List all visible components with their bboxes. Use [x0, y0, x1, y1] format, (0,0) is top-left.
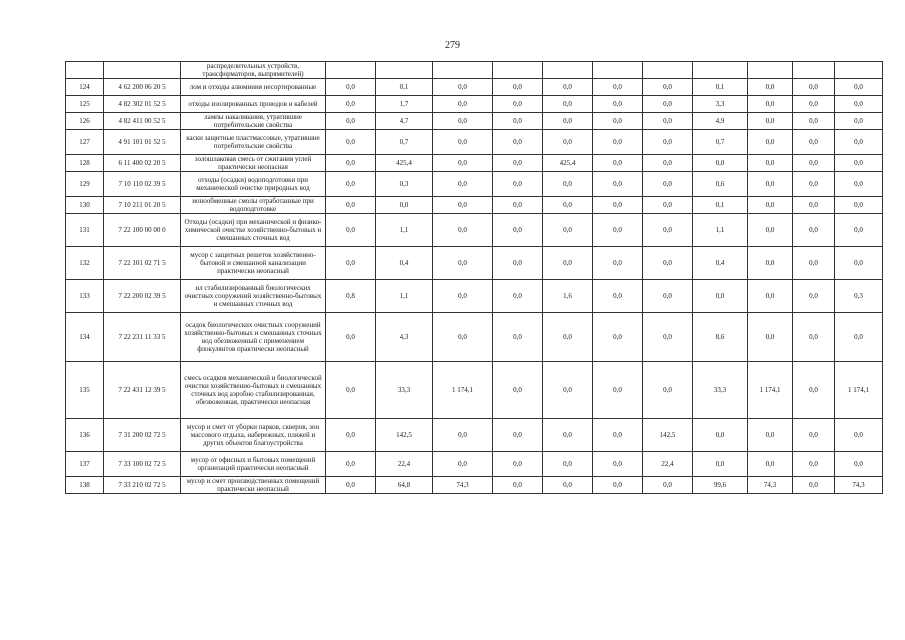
value-cell: 0,0	[433, 247, 493, 280]
value-cell: 0,0	[593, 130, 643, 155]
value-cell: 0,0	[748, 96, 793, 113]
value-cell: 0,3	[835, 280, 883, 313]
value-cell: 0,0	[835, 214, 883, 247]
cell-empty	[433, 62, 493, 79]
value-cell: 74,3	[433, 477, 493, 494]
waste-name: мусор с защитных решеток хозяйственно-бытовой и смешанной канализации практически неопасный	[181, 247, 326, 280]
value-cell: 99,6	[693, 477, 748, 494]
waste-name: каски защитные пластмассовые, утратившие потребительские свойства	[181, 130, 326, 155]
value-cell: 0,0	[693, 280, 748, 313]
value-cell: 0,0	[433, 419, 493, 452]
value-cell: 0,0	[748, 113, 793, 130]
row-number: 131	[66, 214, 104, 247]
value-cell: 0,0	[793, 247, 835, 280]
waste-name: ил стабилизированный биологических очистных сооружений хозяйственно-бытовых и смешанных сточных вод	[181, 280, 326, 313]
value-cell: 0,0	[326, 477, 376, 494]
value-cell: 0,0	[543, 113, 593, 130]
value-cell: 0,0	[793, 280, 835, 313]
value-cell: 0,0	[793, 79, 835, 96]
value-cell: 0,0	[433, 197, 493, 214]
value-cell: 0,0	[793, 155, 835, 172]
waste-code: 7 10 110 02 39 5	[104, 172, 181, 197]
table-row	[66, 96, 883, 113]
value-cell: 0,3	[376, 172, 433, 197]
value-cell: 0,7	[693, 130, 748, 155]
value-cell: 0,0	[793, 477, 835, 494]
value-cell: 0,0	[326, 214, 376, 247]
waste-code: 7 31 200 02 72 5	[104, 419, 181, 452]
value-cell: 0,0	[493, 452, 543, 477]
row-number: 134	[66, 313, 104, 362]
value-cell: 33,3	[376, 362, 433, 419]
value-cell: 4,9	[693, 113, 748, 130]
row-number: 137	[66, 452, 104, 477]
value-cell: 0,0	[793, 197, 835, 214]
cell-empty	[593, 62, 643, 79]
value-cell: 0,0	[493, 96, 543, 113]
value-cell: 0,0	[493, 113, 543, 130]
waste-code: 7 22 431 12 39 5	[104, 362, 181, 419]
value-cell: 0,0	[593, 247, 643, 280]
value-cell: 0,0	[326, 130, 376, 155]
waste-register-table	[65, 61, 883, 494]
table-row	[66, 419, 883, 452]
value-cell: 0,0	[693, 155, 748, 172]
value-cell: 0,0	[543, 96, 593, 113]
row-number: 136	[66, 419, 104, 452]
value-cell: 0,4	[376, 247, 433, 280]
value-cell: 0,0	[326, 362, 376, 419]
row-number: 124	[66, 79, 104, 96]
table-row	[66, 247, 883, 280]
table-row	[66, 214, 883, 247]
cell-empty	[543, 62, 593, 79]
value-cell: 0,0	[593, 96, 643, 113]
row-number: 132	[66, 247, 104, 280]
value-cell: 0,0	[593, 197, 643, 214]
table-row	[66, 280, 883, 313]
value-cell: 0,0	[326, 247, 376, 280]
value-cell: 0,0	[543, 79, 593, 96]
value-cell: 0,0	[643, 214, 693, 247]
waste-name: осадок биологических очистных сооружений хозяйственно-бытовых и смешанных сточных вод обезвоженный с применением флокулянтов практически неопасный	[181, 313, 326, 362]
waste-name: мусор от офисных и бытовых помещений организаций практически неопасный	[181, 452, 326, 477]
value-cell: 0,0	[643, 113, 693, 130]
value-cell: 0,0	[793, 130, 835, 155]
value-cell: 0,0	[326, 155, 376, 172]
value-cell: 0,0	[326, 313, 376, 362]
value-cell: 0,0	[543, 362, 593, 419]
value-cell: 1,1	[376, 280, 433, 313]
value-cell: 0,0	[326, 172, 376, 197]
value-cell: 0,1	[376, 79, 433, 96]
waste-code: 7 22 231 11 33 5	[104, 313, 181, 362]
value-cell: 0,0	[493, 477, 543, 494]
value-cell: 4,7	[376, 113, 433, 130]
value-cell: 0,6	[693, 172, 748, 197]
value-cell: 0,0	[433, 79, 493, 96]
value-cell: 0,0	[326, 452, 376, 477]
value-cell: 8,6	[693, 313, 748, 362]
table-row	[66, 197, 883, 214]
table-row	[66, 155, 883, 172]
value-cell: 0,0	[493, 172, 543, 197]
value-cell: 0,0	[543, 214, 593, 247]
value-cell: 0,0	[543, 419, 593, 452]
value-cell: 0,0	[543, 130, 593, 155]
value-cell: 0,0	[593, 313, 643, 362]
cell-empty	[748, 62, 793, 79]
waste-name: отходы (осадки) водоподготовки при механической очистке природных вод	[181, 172, 326, 197]
page-number: 279	[445, 40, 460, 51]
value-cell: 1,1	[693, 214, 748, 247]
waste-code: 4 91 101 01 52 5	[104, 130, 181, 155]
value-cell: 0,0	[748, 130, 793, 155]
row-number: 135	[66, 362, 104, 419]
table-row	[66, 172, 883, 197]
value-cell: 0,0	[493, 155, 543, 172]
value-cell: 0,0	[543, 172, 593, 197]
value-cell: 0,0	[543, 477, 593, 494]
table-row	[66, 313, 883, 362]
value-cell: 0,0	[493, 362, 543, 419]
value-cell: 0,0	[326, 96, 376, 113]
table-row	[66, 452, 883, 477]
table-row	[66, 362, 883, 419]
waste-code: 6 11 400 02 20 5	[104, 155, 181, 172]
value-cell: 0,0	[326, 79, 376, 96]
value-cell: 0,0	[748, 79, 793, 96]
cell-empty	[376, 62, 433, 79]
value-cell: 0,0	[793, 419, 835, 452]
value-cell: 0,0	[643, 247, 693, 280]
value-cell: 0,0	[593, 79, 643, 96]
value-cell: 0,0	[593, 452, 643, 477]
value-cell: 0,0	[493, 419, 543, 452]
value-cell: 0,0	[643, 79, 693, 96]
value-cell: 0,0	[493, 280, 543, 313]
value-cell: 0,0	[835, 113, 883, 130]
value-cell: 0,0	[643, 172, 693, 197]
value-cell: 0,0	[493, 214, 543, 247]
cell-empty	[493, 62, 543, 79]
value-cell: 0,0	[493, 197, 543, 214]
value-cell: 0,4	[693, 247, 748, 280]
row-number: 133	[66, 280, 104, 313]
row-number: 125	[66, 96, 104, 113]
value-cell: 0,0	[433, 113, 493, 130]
value-cell: 0,0	[835, 172, 883, 197]
value-cell: 0,0	[793, 96, 835, 113]
value-cell: 0,0	[748, 452, 793, 477]
cell-empty	[835, 62, 883, 79]
cell-empty	[793, 62, 835, 79]
value-cell: 0,0	[433, 280, 493, 313]
value-cell: 0,0	[748, 214, 793, 247]
waste-code: 7 22 101 02 71 5	[104, 247, 181, 280]
value-cell: 0,1	[693, 79, 748, 96]
value-cell: 1,6	[543, 280, 593, 313]
value-cell: 0,0	[793, 113, 835, 130]
waste-code: 7 22 200 02 39 5	[104, 280, 181, 313]
value-cell: 0,0	[493, 79, 543, 96]
value-cell: 425,4	[376, 155, 433, 172]
value-cell: 0,0	[835, 130, 883, 155]
value-cell: 1 174,1	[748, 362, 793, 419]
value-cell: 0,0	[593, 214, 643, 247]
value-cell: 0,0	[643, 96, 693, 113]
table-row	[66, 477, 883, 494]
waste-name-fragment: распределительных устройств, трансформаторов, выпрямителей)	[181, 62, 326, 79]
waste-code: 4 62 200 06 20 5	[104, 79, 181, 96]
row-number: 138	[66, 477, 104, 494]
value-cell: 0,0	[643, 130, 693, 155]
value-cell: 1 174,1	[835, 362, 883, 419]
value-cell: 0,0	[835, 419, 883, 452]
value-cell: 142,5	[643, 419, 693, 452]
value-cell: 0,0	[433, 313, 493, 362]
value-cell: 0,0	[835, 452, 883, 477]
value-cell: 0,0	[543, 452, 593, 477]
value-cell: 0,0	[748, 197, 793, 214]
value-cell: 74,3	[835, 477, 883, 494]
table-row-fragment	[66, 62, 883, 79]
value-cell: 0,0	[793, 172, 835, 197]
value-cell: 0,0	[835, 96, 883, 113]
value-cell: 0,0	[793, 452, 835, 477]
row-number: 130	[66, 197, 104, 214]
row-number: 129	[66, 172, 104, 197]
waste-code: 7 22 100 00 00 0	[104, 214, 181, 247]
value-cell: 0,0	[748, 313, 793, 362]
value-cell: 0,0	[643, 280, 693, 313]
value-cell: 0,0	[643, 313, 693, 362]
value-cell: 74,3	[748, 477, 793, 494]
value-cell: 0,0	[748, 280, 793, 313]
waste-code: 7 10 211 01 20 5	[104, 197, 181, 214]
waste-name: смесь осадков механической и биологической очистки хозяйственно-бытовых и смешанных сточных вод аэробно стабилизированная, обезвоженная, практически неопасная	[181, 362, 326, 419]
value-cell: 142,5	[376, 419, 433, 452]
value-cell: 33,3	[693, 362, 748, 419]
value-cell: 425,4	[543, 155, 593, 172]
cell-empty	[643, 62, 693, 79]
value-cell: 0,0	[493, 313, 543, 362]
waste-code: 7 33 210 02 72 5	[104, 477, 181, 494]
value-cell: 0,0	[543, 313, 593, 362]
value-cell: 0,0	[326, 113, 376, 130]
cell-empty	[326, 62, 376, 79]
waste-name: отходы изолированных проводов и кабелей	[181, 96, 326, 113]
table-row	[66, 79, 883, 96]
waste-name: мусор и смет от уборки парков, скверов, зон массового отдыха, набережных, пляжей и других объектов благоустройства	[181, 419, 326, 452]
value-cell: 0,0	[835, 247, 883, 280]
value-cell: 0,0	[835, 79, 883, 96]
waste-name: лампы накаливания, утратившие потребительские свойства	[181, 113, 326, 130]
value-cell: 0,0	[433, 214, 493, 247]
value-cell: 0,0	[643, 362, 693, 419]
value-cell: 0,0	[835, 197, 883, 214]
value-cell: 0,0	[643, 197, 693, 214]
value-cell: 0,0	[693, 452, 748, 477]
value-cell: 0,0	[593, 172, 643, 197]
waste-code: 7 33 100 02 72 5	[104, 452, 181, 477]
value-cell: 0,0	[433, 452, 493, 477]
value-cell: 0,0	[835, 313, 883, 362]
waste-code: 4 82 302 01 52 5	[104, 96, 181, 113]
waste-code: 4 82 411 00 52 5	[104, 113, 181, 130]
value-cell: 0,0	[748, 419, 793, 452]
cell-empty	[693, 62, 748, 79]
value-cell: 0,0	[433, 172, 493, 197]
value-cell: 0,0	[593, 362, 643, 419]
row-number: 127	[66, 130, 104, 155]
value-cell: 0,0	[748, 155, 793, 172]
value-cell: 0,0	[326, 197, 376, 214]
value-cell: 0,0	[543, 247, 593, 280]
value-cell: 0,0	[433, 96, 493, 113]
value-cell: 0,0	[793, 313, 835, 362]
value-cell: 0,0	[593, 280, 643, 313]
value-cell: 0,7	[376, 130, 433, 155]
value-cell: 1,1	[376, 214, 433, 247]
value-cell: 0,0	[433, 155, 493, 172]
waste-name: золошлаковая смесь от сжигания углей практически неопасная	[181, 155, 326, 172]
value-cell: 0,0	[748, 172, 793, 197]
value-cell: 0,0	[793, 214, 835, 247]
value-cell: 3,3	[693, 96, 748, 113]
value-cell: 4,3	[376, 313, 433, 362]
value-cell: 0,8	[326, 280, 376, 313]
value-cell: 0,0	[748, 247, 793, 280]
value-cell: 0,0	[593, 419, 643, 452]
waste-name: ионообменные смолы отработанные при водоподготовке	[181, 197, 326, 214]
value-cell: 0,0	[376, 197, 433, 214]
waste-name: мусор и смет производственных помещений практически неопасный	[181, 477, 326, 494]
value-cell: 0,1	[693, 197, 748, 214]
value-cell: 0,0	[793, 362, 835, 419]
value-cell: 64,8	[376, 477, 433, 494]
value-cell: 22,4	[376, 452, 433, 477]
value-cell: 0,0	[643, 477, 693, 494]
table-row	[66, 113, 883, 130]
value-cell: 0,0	[643, 155, 693, 172]
value-cell: 0,0	[593, 113, 643, 130]
value-cell: 0,0	[593, 155, 643, 172]
cell-empty	[66, 62, 104, 79]
cell-empty	[104, 62, 181, 79]
value-cell: 0,0	[835, 155, 883, 172]
waste-name: лом и отходы алюминия несортированные	[181, 79, 326, 96]
value-cell: 22,4	[643, 452, 693, 477]
value-cell: 0,0	[493, 247, 543, 280]
row-number: 126	[66, 113, 104, 130]
value-cell: 0,0	[593, 477, 643, 494]
value-cell: 0,0	[543, 197, 593, 214]
table-row	[66, 130, 883, 155]
value-cell: 0,0	[493, 130, 543, 155]
row-number: 128	[66, 155, 104, 172]
waste-name: Отходы (осадки) при механической и физико-химической очистке хозяйственно-бытовых и смешанных сточных вод	[181, 214, 326, 247]
value-cell: 0,0	[693, 419, 748, 452]
value-cell: 0,0	[326, 419, 376, 452]
value-cell: 1,7	[376, 96, 433, 113]
value-cell: 0,0	[433, 130, 493, 155]
value-cell: 1 174,1	[433, 362, 493, 419]
